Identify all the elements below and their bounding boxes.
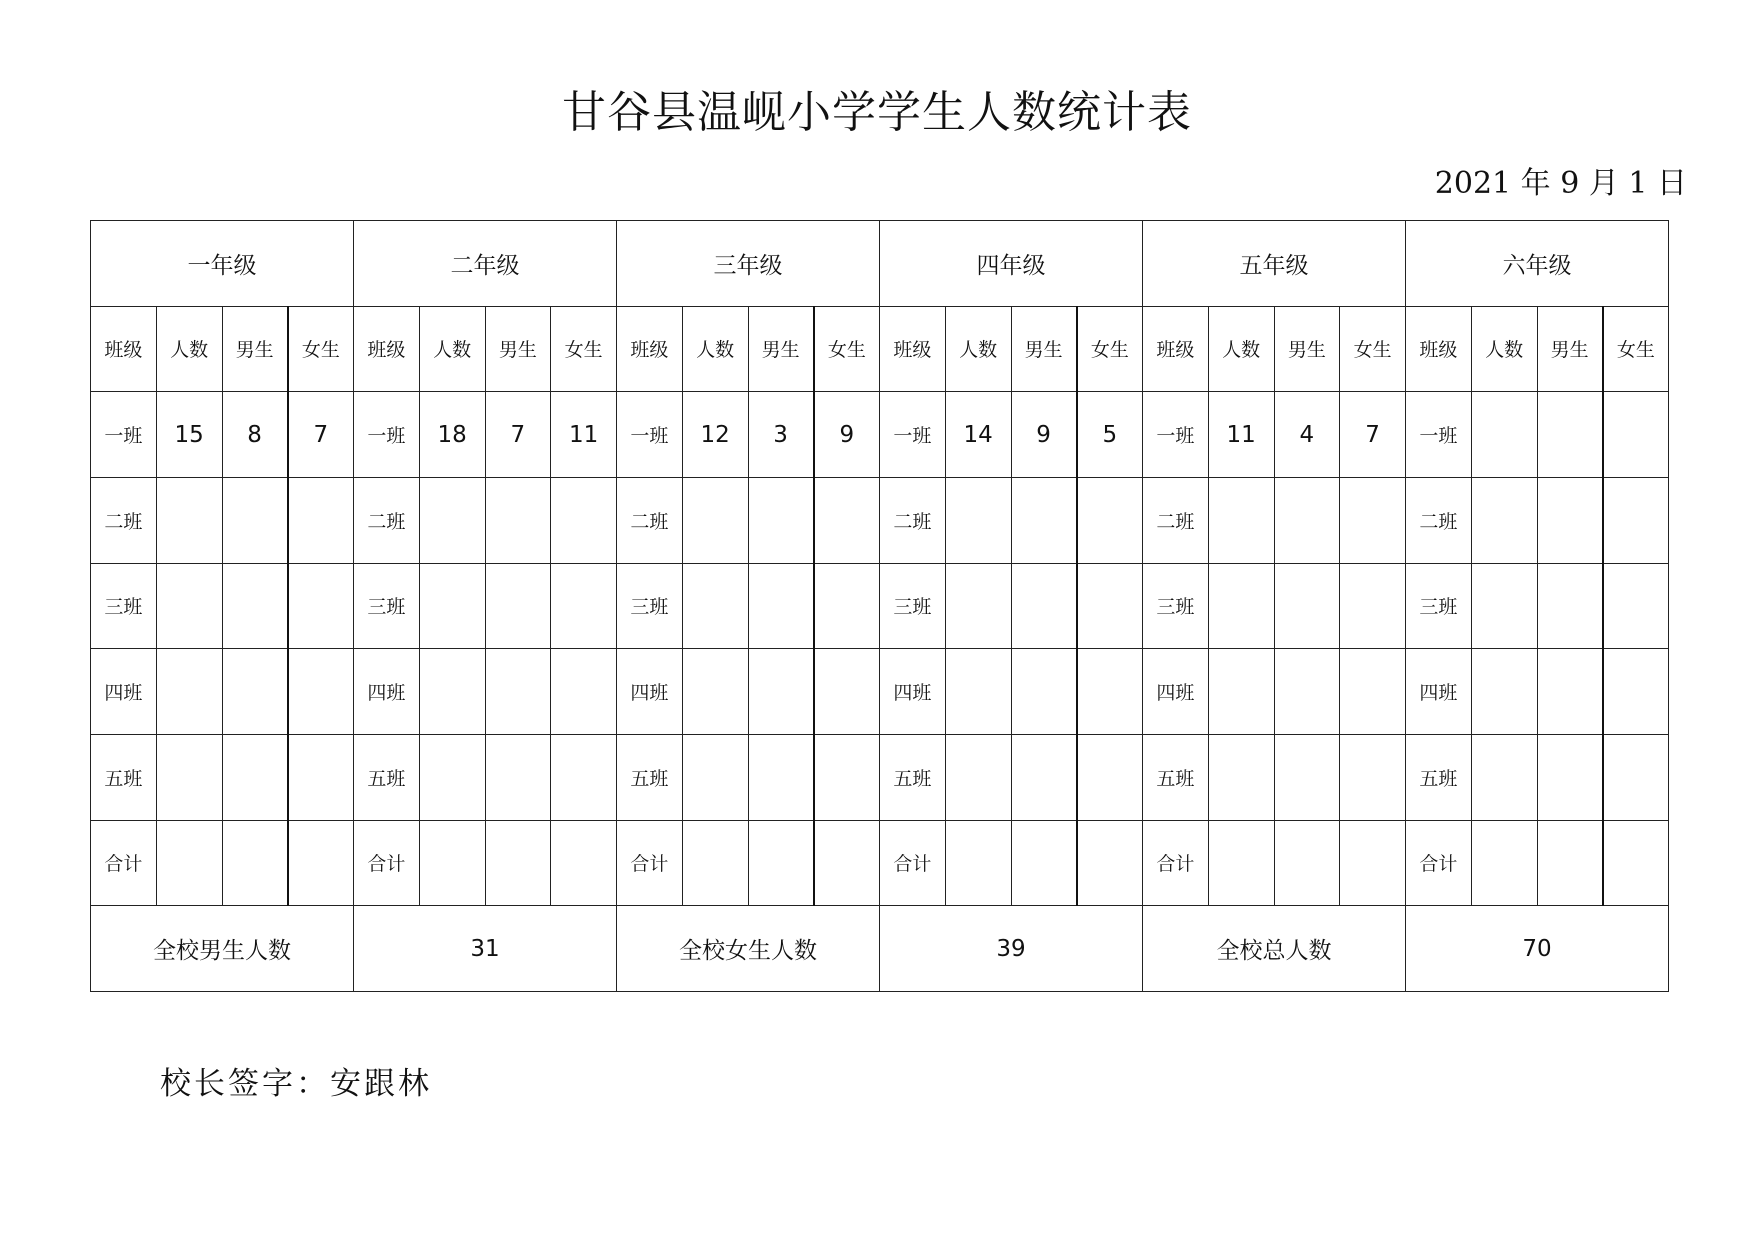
column-header: 人数 bbox=[1471, 306, 1537, 392]
column-header: 男生 bbox=[1274, 306, 1340, 392]
class-girls-count bbox=[1077, 477, 1143, 563]
class-row bbox=[91, 734, 1669, 820]
class-girls-count bbox=[1340, 477, 1406, 563]
class-boys-count: 3 bbox=[748, 392, 814, 478]
student-count-table bbox=[90, 220, 1669, 992]
class-girls-count bbox=[288, 649, 354, 735]
class-label: 五班 bbox=[354, 734, 420, 820]
class-boys-count bbox=[485, 734, 551, 820]
class-boys-count bbox=[748, 820, 814, 906]
class-girls-count: 5 bbox=[1077, 392, 1143, 478]
class-label: 三班 bbox=[354, 563, 420, 649]
class-girls-count bbox=[288, 477, 354, 563]
column-header: 班级 bbox=[91, 306, 157, 392]
class-total-count bbox=[1471, 649, 1537, 735]
class-total-count bbox=[945, 649, 1011, 735]
school-boys-label: 全校男生人数 bbox=[91, 906, 354, 992]
class-row bbox=[91, 820, 1669, 906]
class-boys-count bbox=[1537, 734, 1603, 820]
class-boys-count bbox=[748, 734, 814, 820]
class-girls-count bbox=[1077, 649, 1143, 735]
class-boys-count: 8 bbox=[222, 392, 288, 478]
class-total-count bbox=[1471, 734, 1537, 820]
class-boys-count bbox=[748, 649, 814, 735]
class-total-count bbox=[682, 563, 748, 649]
class-total-count: 11 bbox=[1208, 392, 1274, 478]
class-label: 三班 bbox=[1406, 563, 1472, 649]
class-boys-count bbox=[1537, 649, 1603, 735]
class-total-count bbox=[945, 820, 1011, 906]
class-girls-count bbox=[1603, 734, 1669, 820]
class-girls-count bbox=[1077, 734, 1143, 820]
class-label: 一班 bbox=[1143, 392, 1209, 478]
class-label: 三班 bbox=[91, 563, 157, 649]
class-girls-count bbox=[551, 649, 617, 735]
class-total-count bbox=[945, 563, 1011, 649]
class-label: 一班 bbox=[1406, 392, 1472, 478]
grade-header: 五年级 bbox=[1143, 221, 1406, 307]
class-total-count bbox=[1208, 734, 1274, 820]
class-boys-count bbox=[1274, 734, 1340, 820]
column-header: 女生 bbox=[814, 306, 880, 392]
grade-header-row bbox=[91, 221, 1669, 307]
class-boys-count bbox=[1537, 392, 1603, 478]
column-header: 男生 bbox=[485, 306, 551, 392]
class-boys-count: 7 bbox=[485, 392, 551, 478]
class-boys-count bbox=[1274, 477, 1340, 563]
class-label: 合计 bbox=[880, 820, 946, 906]
class-total-count bbox=[945, 734, 1011, 820]
grade-header: 六年级 bbox=[1406, 221, 1669, 307]
class-label: 二班 bbox=[1406, 477, 1472, 563]
class-total-count bbox=[419, 820, 485, 906]
school-boys-value: 31 bbox=[354, 906, 617, 992]
class-boys-count bbox=[222, 734, 288, 820]
class-boys-count bbox=[222, 649, 288, 735]
class-boys-count bbox=[748, 477, 814, 563]
class-label: 三班 bbox=[880, 563, 946, 649]
class-total-count bbox=[156, 563, 222, 649]
class-label: 四班 bbox=[880, 649, 946, 735]
class-girls-count: 9 bbox=[814, 392, 880, 478]
class-girls-count bbox=[1340, 563, 1406, 649]
class-total-count bbox=[682, 820, 748, 906]
class-girls-count bbox=[1077, 563, 1143, 649]
column-header: 人数 bbox=[945, 306, 1011, 392]
column-header: 女生 bbox=[1603, 306, 1669, 392]
class-total-count: 15 bbox=[156, 392, 222, 478]
class-total-count bbox=[156, 820, 222, 906]
class-boys-count bbox=[1537, 477, 1603, 563]
class-label: 四班 bbox=[617, 649, 683, 735]
column-header: 男生 bbox=[748, 306, 814, 392]
class-total-count bbox=[419, 734, 485, 820]
principal-signature: 校长签字：安跟林 bbox=[160, 1066, 432, 1102]
class-total-count bbox=[1471, 820, 1537, 906]
class-total-count bbox=[1471, 477, 1537, 563]
column-header: 男生 bbox=[1537, 306, 1603, 392]
class-total-count bbox=[682, 477, 748, 563]
grade-header: 四年级 bbox=[880, 221, 1143, 307]
class-boys-count bbox=[1011, 563, 1077, 649]
school-total-label: 全校总人数 bbox=[1143, 906, 1406, 992]
column-header: 人数 bbox=[1208, 306, 1274, 392]
class-label: 一班 bbox=[880, 392, 946, 478]
class-boys-count bbox=[1537, 820, 1603, 906]
class-girls-count bbox=[1603, 392, 1669, 478]
class-girls-count: 7 bbox=[288, 392, 354, 478]
grade-header: 二年级 bbox=[354, 221, 617, 307]
class-boys-count bbox=[1274, 649, 1340, 735]
class-total-count bbox=[1471, 392, 1537, 478]
class-label: 四班 bbox=[91, 649, 157, 735]
school-girls-value: 39 bbox=[880, 906, 1143, 992]
class-row bbox=[91, 392, 1669, 478]
column-header: 女生 bbox=[1340, 306, 1406, 392]
class-total-count bbox=[156, 734, 222, 820]
column-header-row bbox=[91, 306, 1669, 392]
grade-header: 一年级 bbox=[91, 221, 354, 307]
grade-header: 三年级 bbox=[617, 221, 880, 307]
class-label: 四班 bbox=[354, 649, 420, 735]
class-girls-count bbox=[814, 563, 880, 649]
class-boys-count bbox=[1011, 820, 1077, 906]
class-boys-count bbox=[1011, 649, 1077, 735]
class-boys-count bbox=[222, 477, 288, 563]
column-header: 人数 bbox=[156, 306, 222, 392]
class-girls-count bbox=[288, 734, 354, 820]
class-girls-count bbox=[814, 820, 880, 906]
school-total-value: 70 bbox=[1406, 906, 1669, 992]
class-label: 合计 bbox=[1406, 820, 1472, 906]
class-girls-count bbox=[1603, 477, 1669, 563]
class-total-count bbox=[1208, 563, 1274, 649]
school-summary-row bbox=[91, 906, 1669, 992]
column-header: 女生 bbox=[551, 306, 617, 392]
class-boys-count bbox=[1011, 477, 1077, 563]
class-label: 五班 bbox=[91, 734, 157, 820]
class-boys-count bbox=[485, 649, 551, 735]
class-boys-count bbox=[748, 563, 814, 649]
class-girls-count bbox=[1077, 820, 1143, 906]
class-boys-count bbox=[1537, 563, 1603, 649]
column-header: 班级 bbox=[1143, 306, 1209, 392]
class-label: 五班 bbox=[1143, 734, 1209, 820]
column-header: 班级 bbox=[354, 306, 420, 392]
class-total-count bbox=[1208, 477, 1274, 563]
class-label: 二班 bbox=[617, 477, 683, 563]
class-girls-count bbox=[1340, 820, 1406, 906]
column-header: 班级 bbox=[617, 306, 683, 392]
class-total-count bbox=[419, 563, 485, 649]
class-boys-count bbox=[222, 563, 288, 649]
school-girls-label: 全校女生人数 bbox=[617, 906, 880, 992]
class-boys-count bbox=[1011, 734, 1077, 820]
class-total-count bbox=[419, 477, 485, 563]
class-girls-count bbox=[1340, 734, 1406, 820]
class-label: 二班 bbox=[91, 477, 157, 563]
class-total-count: 18 bbox=[419, 392, 485, 478]
report-date: 2021 年 9 月 1 日 bbox=[1434, 166, 1687, 201]
class-boys-count bbox=[485, 477, 551, 563]
class-girls-count bbox=[1603, 649, 1669, 735]
class-girls-count bbox=[814, 477, 880, 563]
class-boys-count bbox=[222, 820, 288, 906]
column-header: 人数 bbox=[419, 306, 485, 392]
column-header: 班级 bbox=[880, 306, 946, 392]
class-boys-count: 9 bbox=[1011, 392, 1077, 478]
column-header: 班级 bbox=[1406, 306, 1472, 392]
class-total-count bbox=[945, 477, 1011, 563]
class-label: 合计 bbox=[354, 820, 420, 906]
class-total-count bbox=[682, 649, 748, 735]
class-girls-count bbox=[1603, 563, 1669, 649]
class-girls-count: 7 bbox=[1340, 392, 1406, 478]
class-row bbox=[91, 563, 1669, 649]
class-label: 五班 bbox=[1406, 734, 1472, 820]
class-boys-count bbox=[485, 820, 551, 906]
class-label: 四班 bbox=[1406, 649, 1472, 735]
column-header: 男生 bbox=[1011, 306, 1077, 392]
class-label: 二班 bbox=[1143, 477, 1209, 563]
class-girls-count bbox=[288, 563, 354, 649]
class-total-count bbox=[156, 477, 222, 563]
class-boys-count bbox=[485, 563, 551, 649]
class-girls-count bbox=[551, 563, 617, 649]
class-row bbox=[91, 649, 1669, 735]
class-label: 一班 bbox=[617, 392, 683, 478]
class-boys-count bbox=[1274, 563, 1340, 649]
class-total-count bbox=[156, 649, 222, 735]
class-boys-count bbox=[1274, 820, 1340, 906]
class-total-count: 12 bbox=[682, 392, 748, 478]
column-header: 女生 bbox=[1077, 306, 1143, 392]
column-header: 女生 bbox=[288, 306, 354, 392]
column-header: 男生 bbox=[222, 306, 288, 392]
class-label: 合计 bbox=[91, 820, 157, 906]
class-boys-count: 4 bbox=[1274, 392, 1340, 478]
class-label: 三班 bbox=[617, 563, 683, 649]
page-title: 甘谷县温岘小学学生人数统计表 bbox=[562, 87, 1192, 138]
class-total-count bbox=[682, 734, 748, 820]
class-label: 二班 bbox=[354, 477, 420, 563]
class-total-count: 14 bbox=[945, 392, 1011, 478]
class-label: 合计 bbox=[1143, 820, 1209, 906]
class-girls-count bbox=[814, 734, 880, 820]
class-label: 二班 bbox=[880, 477, 946, 563]
class-girls-count bbox=[1603, 820, 1669, 906]
class-girls-count bbox=[1340, 649, 1406, 735]
class-girls-count: 11 bbox=[551, 392, 617, 478]
class-total-count bbox=[1208, 649, 1274, 735]
column-header: 人数 bbox=[682, 306, 748, 392]
class-total-count bbox=[1471, 563, 1537, 649]
class-label: 五班 bbox=[880, 734, 946, 820]
class-row bbox=[91, 477, 1669, 563]
class-total-count bbox=[419, 649, 485, 735]
class-label: 合计 bbox=[617, 820, 683, 906]
class-label: 五班 bbox=[617, 734, 683, 820]
class-label: 三班 bbox=[1143, 563, 1209, 649]
class-girls-count bbox=[288, 820, 354, 906]
class-girls-count bbox=[551, 820, 617, 906]
class-girls-count bbox=[551, 734, 617, 820]
class-label: 一班 bbox=[354, 392, 420, 478]
class-girls-count bbox=[814, 649, 880, 735]
class-label: 一班 bbox=[91, 392, 157, 478]
class-total-count bbox=[1208, 820, 1274, 906]
class-girls-count bbox=[551, 477, 617, 563]
class-label: 四班 bbox=[1143, 649, 1209, 735]
